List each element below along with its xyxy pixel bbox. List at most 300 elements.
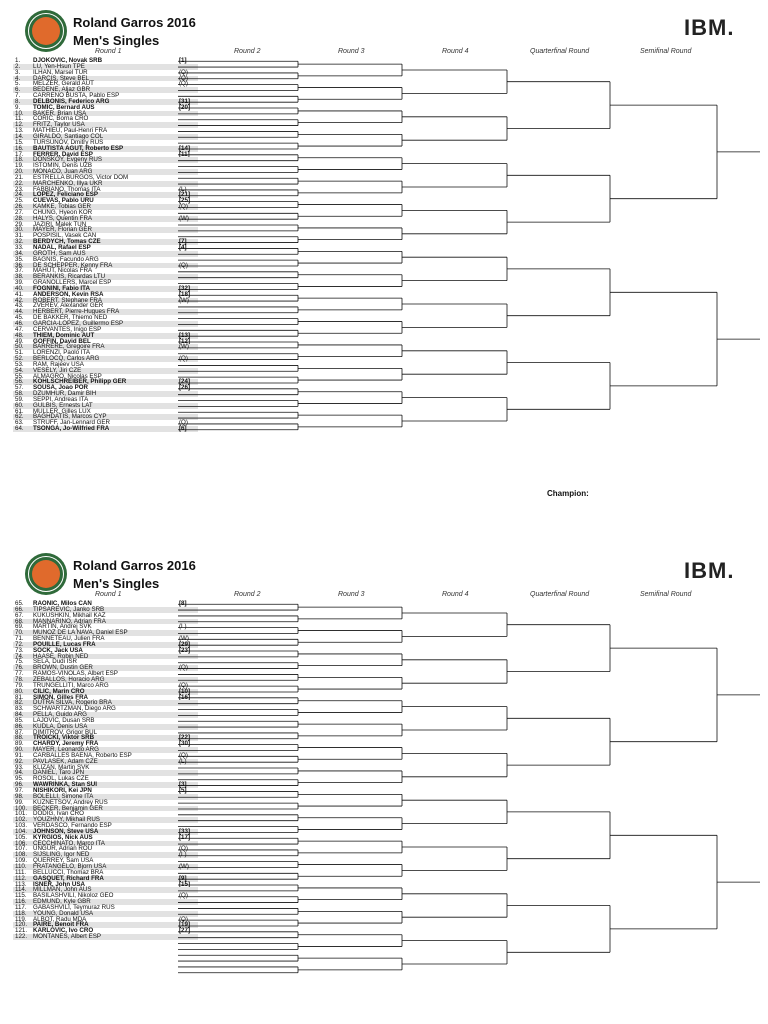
player-seed: (Q) xyxy=(179,915,188,923)
player-seed: [12] xyxy=(179,337,191,345)
player-number: 82. xyxy=(15,699,24,707)
player-seed: (Q) xyxy=(179,68,188,76)
player-name: RAMOS-VINOLAS, Albert ESP xyxy=(33,670,118,678)
player-number: 64. xyxy=(15,425,24,433)
player-seed: (Q) xyxy=(179,261,188,269)
player-name: VESELY, Jiri CZE xyxy=(33,366,82,374)
player-number: 49. xyxy=(15,337,24,345)
player-number: 6. xyxy=(15,86,21,94)
player-name: THIEM, Dominic AUT xyxy=(33,331,95,339)
player-seed: (W) xyxy=(179,862,189,870)
player-seed: [29] xyxy=(179,640,191,648)
player-seed: [17] xyxy=(179,833,191,841)
player-number: 100. xyxy=(15,804,28,812)
player-name: TSONGA, Jo-Wilfried FRA xyxy=(33,425,110,433)
player-name: GROTH, Sam AUS xyxy=(33,249,86,257)
round-header-4: Round 4 xyxy=(442,591,469,598)
player-seed: [31] xyxy=(179,97,191,105)
player-number: 87. xyxy=(15,728,24,736)
player-name: KUZNETSOV, Andrey RUS xyxy=(33,798,108,806)
player-number: 86. xyxy=(15,722,24,730)
round-header-1: Round 1 xyxy=(95,48,122,55)
player-number: 78. xyxy=(15,675,24,683)
player-name: ISNER, John USA xyxy=(33,880,85,888)
player-name: DANIEL, Taro JPN xyxy=(33,769,85,777)
event-title: Men's Singles xyxy=(73,33,160,48)
bracket-lines xyxy=(0,543,768,1024)
player-number: 89. xyxy=(15,740,24,748)
player-number: 91. xyxy=(15,751,24,759)
player-number: 92. xyxy=(15,757,24,765)
player-name: MARCHENKO, Illya UKR xyxy=(33,179,103,187)
player-number: 119. xyxy=(15,915,27,923)
player-number: 22. xyxy=(15,179,24,187)
player-number: 27. xyxy=(15,208,24,216)
player-name: BROWN, Dustin GER xyxy=(33,664,93,672)
player-name: PAIRE, Benoit FRA xyxy=(33,921,89,929)
player-number: 97. xyxy=(15,787,24,794)
tournament-title: Roland Garros 2016 xyxy=(73,558,196,573)
player-name: MANNARINO, Adrian FRA xyxy=(33,617,106,625)
player-name: DELBONIS, Federico ARG xyxy=(33,97,110,105)
player-name: RAONIC, Milos CAN xyxy=(33,600,92,607)
player-number: 25. xyxy=(15,197,24,205)
player-number: 5. xyxy=(15,80,21,88)
player-name: GOFFIN, David BEL xyxy=(33,337,91,345)
player-number: 84. xyxy=(15,711,24,719)
player-name: KUDLA, Denis USA xyxy=(33,722,88,730)
player-number: 75. xyxy=(15,658,24,666)
player-name: UNGUR, Adrian ROU xyxy=(33,845,93,853)
player-number: 74. xyxy=(15,652,24,660)
player-number: 7. xyxy=(15,92,21,100)
player-seed: [25] xyxy=(179,197,191,205)
player-seed: (L) xyxy=(179,623,187,631)
player-name: KUKUSHKIN, Mikhail KAZ xyxy=(33,611,106,619)
player-name: ALMAGRO, Nicolas ESP xyxy=(33,372,102,380)
player-name: BAGHDATIS, Marcos CYP xyxy=(33,413,107,421)
player-name: ESTRELLA BURGOS, Victor DOM xyxy=(33,173,129,181)
player-number: 3. xyxy=(15,68,21,76)
player-name: GULBIS, Ernests LAT xyxy=(33,401,93,409)
player-name: BENNETEAU, Julien FRA xyxy=(33,635,105,643)
player-number: 4. xyxy=(15,74,21,82)
player-number: 33. xyxy=(15,244,24,251)
player-name: BERDYCH, Tomas CZE xyxy=(33,238,101,246)
player-number: 58. xyxy=(15,390,24,398)
player-name: BOLELLI, Simone ITA xyxy=(33,792,94,800)
round-header-3: Round 3 xyxy=(338,48,365,55)
player-number: 1. xyxy=(15,57,21,64)
player-number: 11. xyxy=(15,115,24,123)
player-number: 122. xyxy=(15,933,28,941)
player-name: JAZIRI, Malek TUN xyxy=(33,220,87,228)
player-number: 59. xyxy=(15,395,24,403)
player-name: TOMIC, Bernard AUS xyxy=(33,103,95,111)
round-header-1: Round 1 xyxy=(95,591,122,598)
player-name: CERVANTES, Inigo ESP xyxy=(33,325,102,333)
player-name: BERLOCQ, Carlos ARG xyxy=(33,355,100,363)
player-name: BARRERE, Gregoire FRA xyxy=(33,343,105,351)
player-name: LAJOVIC, Dusan SRB xyxy=(33,716,95,724)
player-seed: [11] xyxy=(179,150,190,158)
player-number: 9. xyxy=(15,103,21,111)
player-seed: (Q) xyxy=(179,751,188,759)
player-number: 71. xyxy=(15,635,24,643)
player-number: 121. xyxy=(15,927,28,935)
player-number: 112. xyxy=(15,874,27,882)
player-number: 81. xyxy=(15,693,24,701)
player-number: 76. xyxy=(15,664,24,672)
player-name: ZVEREV, Alexander GER xyxy=(33,302,104,310)
player-name: ZEBALLOS, Horacio ARG xyxy=(33,675,105,683)
player-number: 62. xyxy=(15,413,24,421)
player-number: 35. xyxy=(15,255,24,263)
player-number: 69. xyxy=(15,623,24,631)
player-seed: [14] xyxy=(179,144,191,152)
player-name: FOGNINI, Fabio ITA xyxy=(33,284,90,292)
player-name: TIPSAREVIC, Janko SRB xyxy=(33,605,105,613)
player-number: 77. xyxy=(15,670,24,678)
player-name: ROBERT, Stephane FRA xyxy=(33,296,103,304)
player-seed: (W) xyxy=(179,296,189,304)
player-seed: (L) xyxy=(179,851,187,859)
player-name: DIMITROV, Grigor BUL xyxy=(33,728,98,736)
player-name: SIMON, Gilles FRA xyxy=(33,693,89,701)
player-number: 42. xyxy=(15,296,24,304)
draw-sheet-bottom xyxy=(0,543,768,1024)
player-name: CARBALLES BAENA, Roberto ESP xyxy=(33,751,132,759)
player-number: 56. xyxy=(15,378,24,386)
player-number: 13. xyxy=(15,127,24,135)
player-number: 99. xyxy=(15,798,24,806)
player-seed: [3] xyxy=(179,781,187,789)
player-name: YOUZHNY, Mikhail RUS xyxy=(33,816,100,824)
player-name: KYRGIOS, Nick AUS xyxy=(33,833,93,841)
player-number: 46. xyxy=(15,319,24,327)
player-name: GIRALDO, Santiago COL xyxy=(33,132,104,140)
player-number: 105. xyxy=(15,833,28,841)
player-seed: (Q) xyxy=(179,203,188,211)
player-number: 19. xyxy=(15,162,24,170)
round-header-qf: Quarterfinal Round xyxy=(530,591,590,598)
player-name: SEPPI, Andreas ITA xyxy=(33,395,89,403)
player-number: 47. xyxy=(15,325,24,333)
player-number: 41. xyxy=(15,290,24,298)
player-seed: [19] xyxy=(179,921,191,929)
player-number: 80. xyxy=(15,687,24,695)
player-seed: [8] xyxy=(179,600,187,607)
player-name: DODIG, Ivan CRO xyxy=(33,810,84,818)
player-seed: [5] xyxy=(179,787,187,794)
player-number: 18. xyxy=(15,156,24,164)
player-number: 30. xyxy=(15,226,24,234)
player-seed: [1] xyxy=(179,57,187,64)
player-name: ROSOL, Lukas CZE xyxy=(33,775,89,783)
player-name: MATHIEU, Paul-Henri FRA xyxy=(33,127,108,135)
player-name: FRITZ, Taylor USA xyxy=(33,121,85,129)
player-number: 66. xyxy=(15,605,24,613)
player-seed: [13] xyxy=(179,331,191,339)
player-seed: [7] xyxy=(179,238,187,246)
player-number: 8. xyxy=(15,97,21,105)
player-name: CHUNG, Hyeon KOR xyxy=(33,208,93,216)
player-number: 10. xyxy=(15,109,24,117)
player-name: JOHNSON, Steve USA xyxy=(33,827,99,835)
player-name: CUEVAS, Pablo URU xyxy=(33,197,94,205)
player-seed: [27] xyxy=(179,927,191,935)
player-number: 34. xyxy=(15,249,24,257)
player-number: 55. xyxy=(15,372,24,380)
player-name: RAM, Rajeev USA xyxy=(33,360,84,368)
player-number: 63. xyxy=(15,419,24,427)
player-number: 116. xyxy=(15,898,27,906)
player-seed: (W) xyxy=(179,214,189,222)
round-header-2: Round 2 xyxy=(234,48,261,55)
player-number: 40. xyxy=(15,284,24,292)
player-seed: (L) xyxy=(179,757,187,765)
player-name: HAASE, Robin NED xyxy=(33,652,89,660)
player-number: 28. xyxy=(15,214,24,222)
player-seed: [22] xyxy=(179,734,191,742)
player-name: FRATANGELO, Bjorn USA xyxy=(33,862,107,870)
player-name: DZUMHUR, Damir BIH xyxy=(33,390,97,398)
player-name: MUNOZ DE LA NAVA, Daniel ESP xyxy=(33,629,128,637)
player-number: 57. xyxy=(15,384,24,392)
player-name: MARTIN, Andrej SVK xyxy=(33,623,92,631)
player-number: 12. xyxy=(15,121,24,129)
player-number: 37. xyxy=(15,267,24,275)
svg-text:IBM.: IBM. xyxy=(684,15,735,39)
player-number: 60. xyxy=(15,401,24,409)
player-number: 51. xyxy=(15,349,24,357)
player-name: CORIC, Borna CRO xyxy=(33,115,89,123)
player-number: 79. xyxy=(15,681,24,689)
tournament-title: Roland Garros 2016 xyxy=(73,15,196,30)
player-name: SIJSLING, Igor NED xyxy=(33,851,90,859)
player-number: 94. xyxy=(15,769,24,777)
player-seed: [4] xyxy=(179,244,187,251)
player-name: FERRER, David ESP xyxy=(33,150,93,158)
player-name: KARLOVIC, Ivo CRO xyxy=(33,927,94,935)
player-seed: (Q) xyxy=(179,664,188,672)
player-name: SOUSA, Joao POR xyxy=(33,384,89,392)
event-title: Men's Singles xyxy=(73,576,160,591)
player-seed: [26] xyxy=(179,384,191,392)
player-number: 90. xyxy=(15,746,24,754)
player-number: 114. xyxy=(15,886,27,894)
player-seed: [33] xyxy=(179,827,191,835)
player-number: 108. xyxy=(15,851,28,859)
player-name: MULLER, Gilles LUX xyxy=(33,407,91,415)
player-name: BASILASHVILI, Nikoloz GEO xyxy=(33,892,114,900)
player-seed: [20] xyxy=(179,103,191,111)
player-name: MAYER, Florian GER xyxy=(33,226,93,234)
player-name: NADAL, Rafael ESP xyxy=(33,244,91,251)
player-number: 21. xyxy=(15,173,24,181)
player-name: LOPEZ, Feliciano ESP xyxy=(33,191,98,199)
player-number: 48. xyxy=(15,331,24,339)
player-number: 36. xyxy=(15,261,24,269)
player-name: DARCIS, Steve BEL xyxy=(33,74,90,82)
player-number: 113. xyxy=(15,880,27,888)
player-seed: (Q) xyxy=(179,80,188,88)
round-header-4: Round 4 xyxy=(442,48,469,55)
player-number: 96. xyxy=(15,781,24,789)
player-name: POUILLE, Lucas FRA xyxy=(33,640,96,648)
player-seed: (Q) xyxy=(179,892,188,900)
player-seed: [21] xyxy=(179,191,191,199)
player-name: BAKER, Brian USA xyxy=(33,109,87,117)
player-name: KOHLSCHREIBER, Philipp GER xyxy=(33,378,127,386)
player-number: 52. xyxy=(15,355,24,363)
player-name: GASQUET, Richard FRA xyxy=(33,874,104,882)
player-name: BEDENE, Aljaz GBR xyxy=(33,86,91,94)
player-number: 117. xyxy=(15,903,27,911)
player-number: 17. xyxy=(15,150,24,158)
player-number: 24. xyxy=(15,191,24,199)
player-name: YOUNG, Donald USA xyxy=(33,909,94,917)
player-seed: [10] xyxy=(179,687,191,695)
player-seed: [32] xyxy=(179,284,191,292)
player-name: GARCIA-LOPEZ, Guillermo ESP xyxy=(33,319,124,327)
player-seed: (W) xyxy=(179,635,189,643)
player-number: 109. xyxy=(15,857,28,865)
player-number: 67. xyxy=(15,611,24,619)
player-number: 20. xyxy=(15,168,24,176)
player-name: ILHAN, Marsel TUR xyxy=(33,68,88,76)
player-seed: (Q) xyxy=(179,419,188,427)
player-seed: (L) xyxy=(179,185,187,193)
player-number: 26. xyxy=(15,203,24,211)
player-number: 110. xyxy=(15,862,27,870)
player-name: WAWRINKA, Stan SUI xyxy=(33,781,97,789)
player-seed: [6] xyxy=(179,425,187,433)
player-name: BAUTISTA AGUT, Roberto ESP xyxy=(33,144,124,152)
player-name: BECKER, Benjamin GER xyxy=(33,804,103,812)
player-number: 2. xyxy=(15,62,21,70)
player-name: LU, Yen-Hsun TPE xyxy=(33,62,85,70)
player-number: 53. xyxy=(15,360,24,368)
player-name: MAHUT, Nicolas FRA xyxy=(33,267,93,275)
player-name: SELA, Dudi ISR xyxy=(33,658,78,666)
player-seed: [18] xyxy=(179,290,191,298)
player-number: 83. xyxy=(15,705,24,713)
player-number: 115. xyxy=(15,892,27,900)
player-seed: [15] xyxy=(179,880,191,888)
player-seed: [24] xyxy=(179,378,191,386)
player-name: MONACO, Juan ARG xyxy=(33,168,93,176)
player-number: 72. xyxy=(15,640,24,648)
player-seed: (Q) xyxy=(179,845,188,853)
player-seed: (Q) xyxy=(179,681,188,689)
player-number: 106. xyxy=(15,839,28,847)
player-name: BERANKIS, Ricardas LTU xyxy=(33,273,106,281)
player-number: 39. xyxy=(15,279,24,287)
player-name: HERBERT, Pierre-Hugues FRA xyxy=(33,308,120,316)
player-number: 118. xyxy=(15,909,27,917)
player-number: 50. xyxy=(15,343,24,351)
player-number: 111. xyxy=(15,868,27,876)
player-name: DE BAKKER, Thiemo NED xyxy=(33,314,108,322)
player-number: 104. xyxy=(15,827,28,835)
player-name: MONTANES, Albert ESP xyxy=(33,933,101,941)
player-number: 15. xyxy=(15,138,24,146)
player-number: 54. xyxy=(15,366,24,374)
player-number: 23. xyxy=(15,185,24,193)
player-name: KAMKE, Tobias GER xyxy=(33,203,92,211)
player-name: QUERREY, Sam USA xyxy=(33,857,94,865)
player-number: 88. xyxy=(15,734,24,742)
player-name: BAGNIS, Facundo ARG xyxy=(33,255,99,263)
player-number: 45. xyxy=(15,314,24,322)
player-name: TRUNGELLITI, Marco ARG xyxy=(33,681,109,689)
player-number: 101. xyxy=(15,810,28,818)
champion-label: Champion: xyxy=(547,489,589,498)
player-seed: (Q) xyxy=(179,74,188,82)
player-number: 73. xyxy=(15,646,24,654)
player-name: POSPISIL, Vasek CAN xyxy=(33,232,97,240)
player-name: ANDERSON, Kevin RSA xyxy=(33,290,104,298)
player-name: CECCHINATO, Marco ITA xyxy=(33,839,105,847)
player-name: PELLA, Guido ARG xyxy=(33,711,87,719)
player-number: 31. xyxy=(15,232,24,240)
round-header-qf: Quarterfinal Round xyxy=(530,48,590,55)
round-header-2: Round 2 xyxy=(234,591,261,598)
player-name: ALBOT, Radu MDA xyxy=(33,915,87,923)
round-header-sf: Semifinal Round xyxy=(640,48,692,55)
player-seed: [30] xyxy=(179,740,191,748)
player-name: FABBIANO, Thomas ITA xyxy=(33,185,101,193)
player-name: PAVLASEK, Adam CZE xyxy=(33,757,98,765)
round-header-3: Round 3 xyxy=(338,591,365,598)
player-name: MELZER, Gerald AUT xyxy=(33,80,94,88)
player-number: 95. xyxy=(15,775,24,783)
player-number: 85. xyxy=(15,716,24,724)
player-name: CILIC, Marin CRO xyxy=(33,687,85,695)
player-name: ISTOMIN, Denis UZB xyxy=(33,162,93,170)
player-seed: (Q) xyxy=(179,355,188,363)
player-number: 107. xyxy=(15,845,28,853)
player-name: MILLMAN, John AUS xyxy=(33,886,92,894)
player-name: GRANOLLERS, Marcel ESP xyxy=(33,279,112,287)
player-number: 68. xyxy=(15,617,24,625)
player-seed: (W) xyxy=(179,343,189,351)
player-name: GABASHVILI, Teymuraz RUS xyxy=(33,903,115,911)
player-name: LORENZI, Paolo ITA xyxy=(33,349,90,357)
player-name: BELLUCCI, Thomaz BRA xyxy=(33,868,104,876)
player-seed: [23] xyxy=(179,646,191,654)
player-name: KLIZAN, Martin SVK xyxy=(33,763,90,771)
player-number: 102. xyxy=(15,816,28,824)
player-name: DONSKOY, Evgeny RUS xyxy=(33,156,103,164)
player-seed: [9] xyxy=(179,874,187,882)
player-number: 120. xyxy=(15,921,28,929)
player-name: TROICKI, Viktor SRB xyxy=(33,734,95,742)
svg-text:IBM.: IBM. xyxy=(684,558,735,582)
player-name: TURSUNOV, Dmitry RUS xyxy=(33,138,104,146)
player-name: DUTRA SILVA, Rogerio BRA xyxy=(33,699,112,707)
player-number: 98. xyxy=(15,792,24,800)
player-number: 44. xyxy=(15,308,24,316)
player-name: EDMUND, Kyle GBR xyxy=(33,898,91,906)
player-number: 38. xyxy=(15,273,24,281)
player-seed: [16] xyxy=(179,693,191,701)
player-name: HALYS, Quentin FRA xyxy=(33,214,93,222)
player-name: CARRENO BUSTA, Pablo ESP xyxy=(33,92,120,100)
player-name: SCHWARTZMAN, Diego ARG xyxy=(33,705,116,713)
player-number: 93. xyxy=(15,763,24,771)
